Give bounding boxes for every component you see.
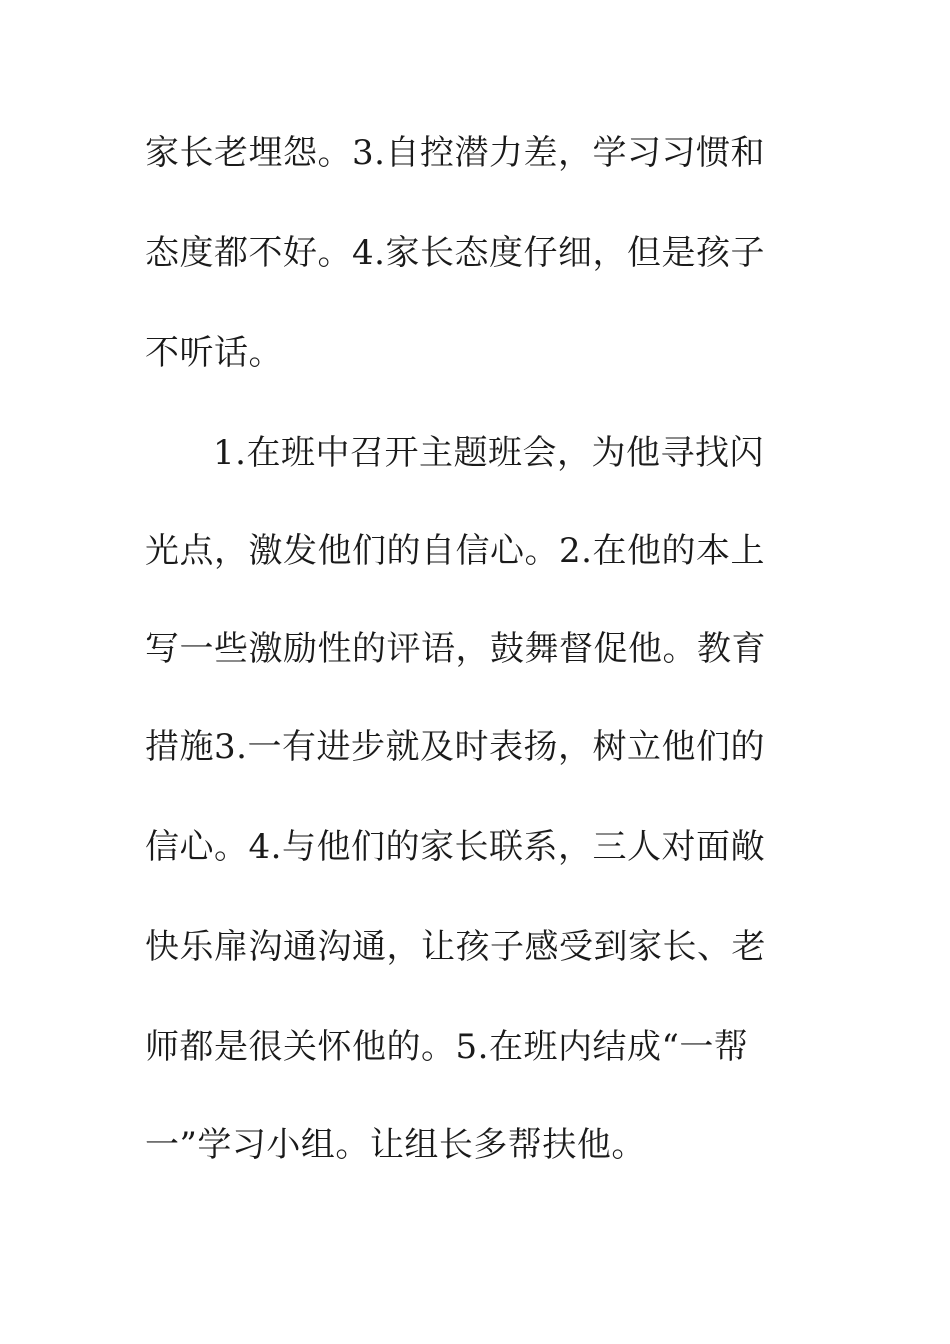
text-line: 不听话。 [145,333,283,373]
text-line: 师都是很关怀他的。5.在班内结成“一帮 [145,1027,749,1067]
text-line: 1.在班中召开主题班会，为他寻找闪 [213,433,764,473]
text-line: 快乐扉沟通沟通，让孩子感受到家长、老 [145,927,766,967]
text-line: 信心。4.与他们的家长联系，三人对面敞 [145,827,765,867]
text-line: 写一些激励性的评语，鼓舞督促他。教育 [145,629,766,669]
text-line: 光点，激发他们的自信心。2.在他的本上 [145,531,765,571]
text-line: 态度都不好。4.家长态度仔细，但是孩子 [145,233,765,273]
text-line: 家长老埋怨。3.自控潜力差，学习习惯和 [145,133,765,173]
text-line: 措施3.一有进步就及时表扬，树立他们的 [145,727,765,767]
text-line: 一”学习小组。让组长多帮扶他。 [145,1125,646,1165]
